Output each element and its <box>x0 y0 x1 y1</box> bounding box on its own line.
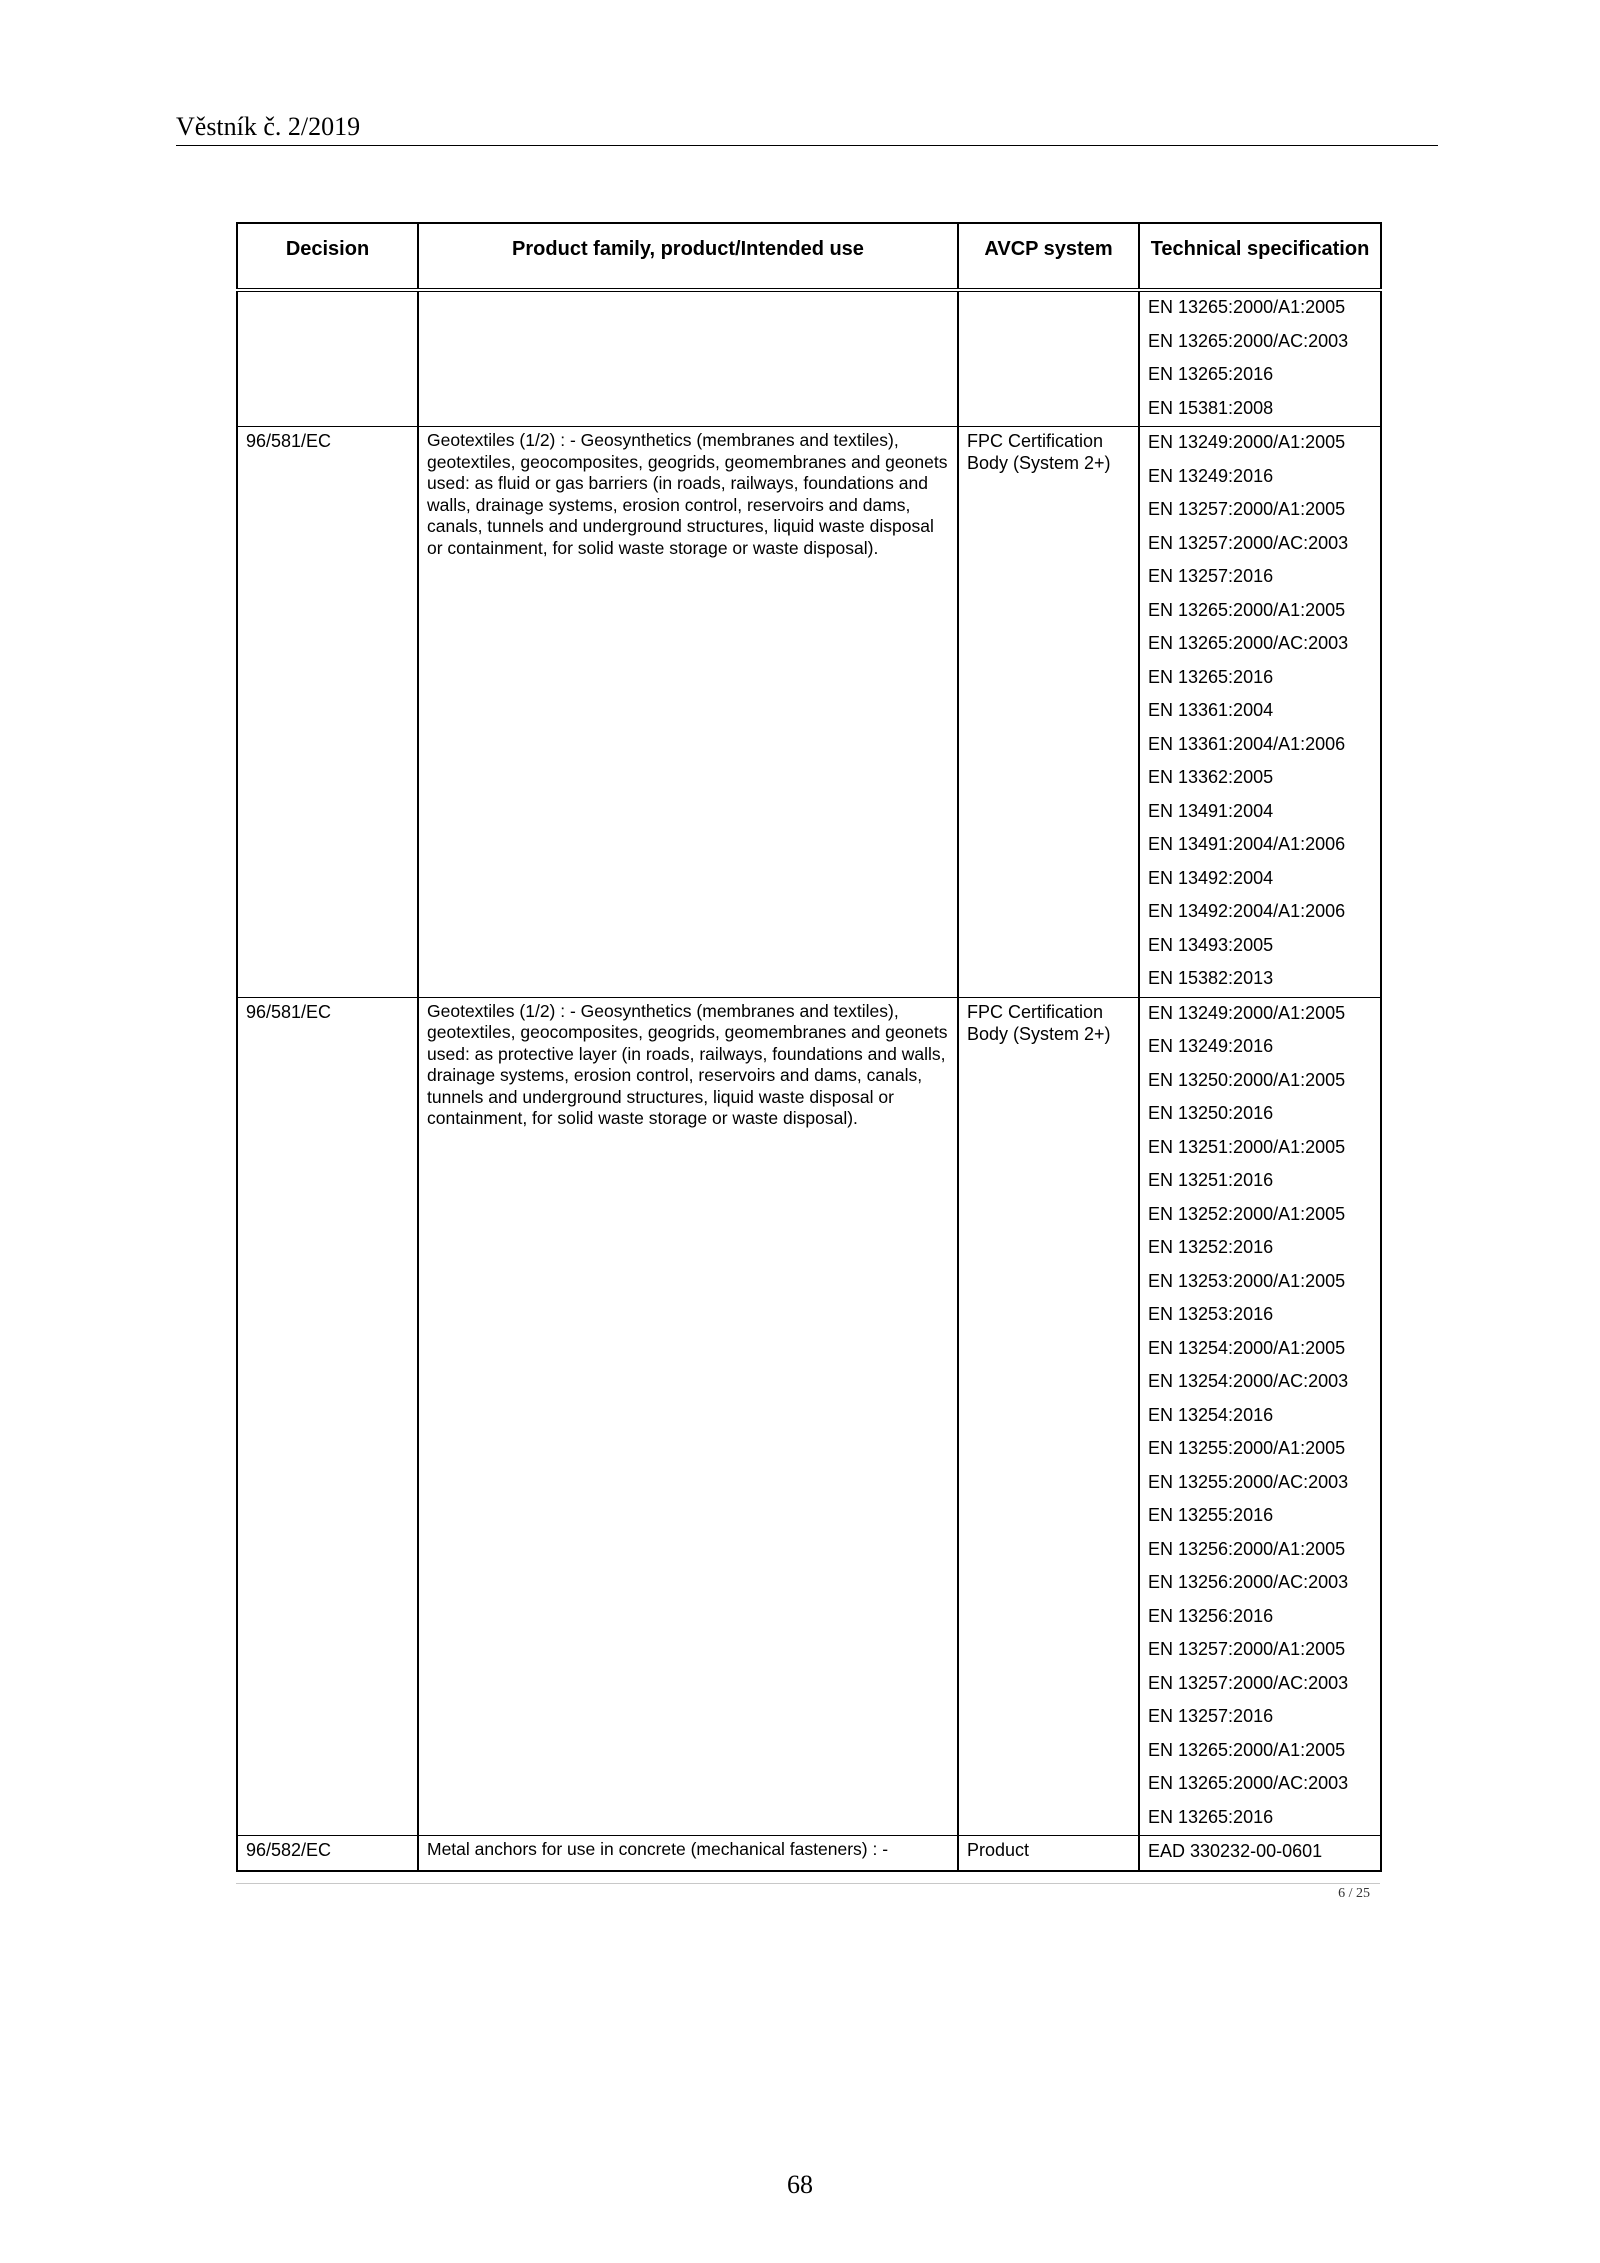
table-row <box>237 1836 1381 1871</box>
specification-item: EN 13250:2000/A1:2005 <box>1148 1069 1346 1090</box>
specification-item: EN 13255:2000/AC:2003 <box>1148 1471 1349 1492</box>
specification-item: EN 13251:2016 <box>1148 1170 1274 1190</box>
section-page-indicator: 6 / 25 <box>1338 1886 1370 1901</box>
specification-item: EN 13265:2016 <box>1148 1806 1274 1827</box>
specification-item: EN 13254:2016 <box>1148 1404 1274 1425</box>
avcp-system-cell: FPC Certification Body (System 2+) <box>958 997 1139 1836</box>
specification-item: EN 13491:2004 <box>1148 800 1274 821</box>
specification-item: EN 13255:2000/A1:2005 <box>1148 1438 1346 1458</box>
table-row <box>237 290 1381 427</box>
specification-item: EN 13492:2004/A1:2006 <box>1148 901 1346 921</box>
technical-specification-cell <box>1139 1836 1381 1871</box>
column-header-technical-specification: Technical specification <box>1139 223 1381 290</box>
page-number: 68 <box>787 2170 813 2199</box>
decision-cell: 96/581/EC <box>237 997 418 1836</box>
specification-item: EN 15381:2008 <box>1148 397 1274 418</box>
header-rule <box>176 145 1438 146</box>
avcp-system-cell <box>958 290 1139 427</box>
product-description-cell <box>418 290 958 427</box>
specification-item: EN 13252:2000/A1:2005 <box>1148 1203 1346 1224</box>
product-description-cell: Geotextiles (1/2) : - Geosynthetics (membranes and textiles), geotextiles, geocomposites, geogrids, geomembranes and geonets used: as protective layer (in roads, railways, foundations and walls, drainage systems, erosion control, reservoirs and dams, canals, tunnels and underground structures, liquid waste disposal or containment, for solid waste storage or waste disposal). <box>418 997 958 1836</box>
avcp-system-cell: FPC Certification Body (System 2+) <box>958 427 1139 998</box>
specification-item: EN 13265:2000/A1:2005 <box>1148 1739 1346 1760</box>
table-body <box>237 290 1381 1871</box>
specification-item: EN 13256:2016 <box>1148 1605 1274 1626</box>
specification-item: EN 13265:2000/AC:2003 <box>1148 1773 1349 1793</box>
specification-item: EN 13254:2000/A1:2005 <box>1148 1337 1346 1358</box>
specification-item: EN 15382:2013 <box>1148 968 1274 988</box>
specification-item: EN 13493:2005 <box>1148 934 1274 955</box>
specification-item: EN 13254:2000/AC:2003 <box>1148 1371 1349 1391</box>
column-header-product: Product family, product/Intended use <box>418 223 958 290</box>
specification-item: EN 13265:2000/A1:2005 <box>1148 599 1346 620</box>
table-row <box>237 427 1381 998</box>
decision-cell: 96/581/EC <box>237 427 418 998</box>
specification-item: EN 13265:2000/AC:2003 <box>1148 330 1349 351</box>
document-header-title: Věstník č. 2/2019 <box>176 112 361 141</box>
table-row <box>237 997 1381 1836</box>
specification-item: EN 13257:2000/AC:2003 <box>1148 1672 1349 1693</box>
specification-item: EN 13253:2000/A1:2005 <box>1148 1270 1346 1291</box>
specification-item: EN 13265:2016 <box>1148 666 1274 687</box>
decision-cell: 96/582/EC <box>237 1836 418 1871</box>
column-header-decision: Decision <box>237 223 418 290</box>
specification-item: EN 13249:2016 <box>1148 1036 1274 1056</box>
specification-item: EN 13250:2016 <box>1148 1103 1274 1123</box>
table-header-row <box>237 223 1381 290</box>
specification-item: EN 13265:2000/A1:2005 <box>1148 297 1346 317</box>
technical-specification-cell <box>1139 427 1381 998</box>
specification-item: EN 13257:2016 <box>1148 1706 1274 1726</box>
specification-item: EN 13256:2000/A1:2005 <box>1148 1538 1346 1559</box>
specification-item: EN 13255:2016 <box>1148 1505 1274 1525</box>
specification-item: EN 13249:2000/A1:2005 <box>1148 432 1346 452</box>
specification-item: EN 13257:2000/A1:2005 <box>1148 1639 1346 1659</box>
specification-item: EN 13265:2016 <box>1148 364 1274 384</box>
footer-rule <box>236 1883 1380 1884</box>
avcp-system-cell: Product <box>958 1836 1139 1871</box>
specification-item: EN 13253:2016 <box>1148 1304 1274 1324</box>
specification-item: EN 13256:2000/AC:2003 <box>1148 1572 1349 1592</box>
specification-item: EN 13252:2016 <box>1148 1237 1274 1257</box>
specification-item: EN 13257:2000/A1:2005 <box>1148 499 1346 519</box>
technical-specification-cell <box>1139 997 1381 1836</box>
specification-item: EN 13257:2000/AC:2003 <box>1148 532 1349 553</box>
decision-cell <box>237 290 418 427</box>
specification-item: EN 13249:2016 <box>1148 465 1274 486</box>
specification-item: EN 13492:2004 <box>1148 867 1274 888</box>
product-description-cell: Geotextiles (1/2) : - Geosynthetics (membranes and textiles), geotextiles, geocomposites, geogrids, geomembranes and geonets used: as fluid or gas barriers (in roads, railways, foundations and walls, drainage systems, erosion control, reservoirs and dams, canals, tunnels and underground structures, liquid waste disposal or containment, for solid waste storage or waste disposal). <box>418 427 958 998</box>
specification-item: EAD 330232-00-0601 <box>1148 1841 1323 1861</box>
specification-item: EN 13257:2016 <box>1148 566 1274 586</box>
specification-item: EN 13362:2005 <box>1148 767 1274 787</box>
technical-specification-cell <box>1139 290 1381 427</box>
specification-item: EN 13251:2000/A1:2005 <box>1148 1136 1346 1157</box>
specification-item: EN 13361:2004 <box>1148 700 1274 720</box>
column-header-avcp: AVCP system <box>958 223 1139 290</box>
product-description-cell: Metal anchors for use in concrete (mechanical fasteners) : - <box>418 1836 958 1871</box>
specification-item: EN 13491:2004/A1:2006 <box>1148 834 1346 854</box>
technical-specification-table <box>236 222 1382 1872</box>
specification-item: EN 13361:2004/A1:2006 <box>1148 733 1346 754</box>
specification-item: EN 13249:2000/A1:2005 <box>1148 1002 1346 1023</box>
specification-item: EN 13265:2000/AC:2003 <box>1148 633 1349 653</box>
